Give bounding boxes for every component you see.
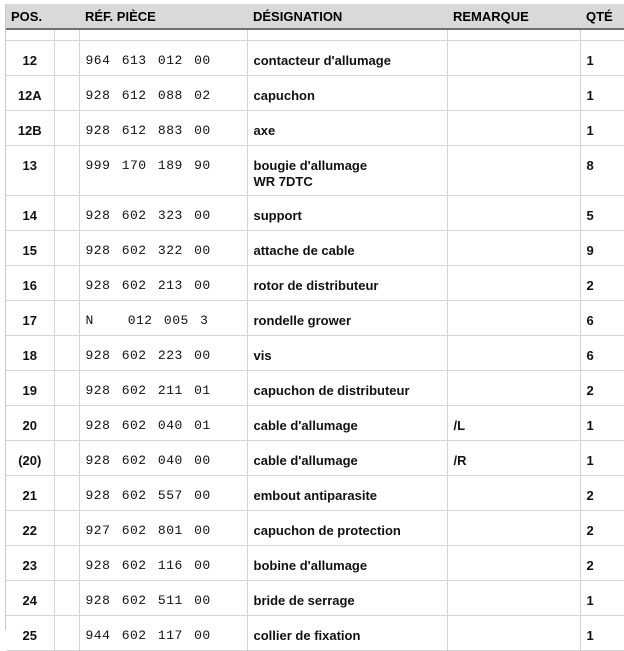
cell-remarque <box>447 371 580 406</box>
cell-gap <box>54 616 79 651</box>
cell-ref: 928 602 040 01 <box>79 406 247 441</box>
cell-remarque <box>447 616 580 651</box>
cell-gap <box>54 111 79 146</box>
cell-qty: 5 <box>580 196 624 231</box>
cell-designation: bougie d'allumage WR 7DTC <box>247 146 447 196</box>
cell-ref: 928 602 040 00 <box>79 441 247 476</box>
cell-remarque: /R <box>447 441 580 476</box>
header-remarque[interactable]: REMARQUE <box>447 4 580 29</box>
cell-remarque <box>447 111 580 146</box>
cell-remarque <box>447 231 580 266</box>
cell-pos: 19 <box>6 371 54 406</box>
cell-qty: 2 <box>580 266 624 301</box>
cell-qty: 2 <box>580 511 624 546</box>
cell-gap <box>54 336 79 371</box>
cell-qty: 9 <box>580 231 624 266</box>
cell-ref: 928 602 322 00 <box>79 231 247 266</box>
header-ref[interactable]: RÉF. PIÈCE <box>79 4 247 29</box>
cell-pos: 17 <box>6 301 54 336</box>
cell-ref: N 012 005 3 <box>79 301 247 336</box>
table-row[interactable] <box>6 266 624 301</box>
cell-pos: 12A <box>6 76 54 111</box>
cell-designation: cable d'allumage <box>247 441 447 476</box>
cell-ref: 964 613 012 00 <box>79 41 247 76</box>
cell-remarque <box>447 476 580 511</box>
cell-gap <box>54 476 79 511</box>
table-row[interactable] <box>6 111 624 146</box>
cell-gap <box>54 546 79 581</box>
cell-remarque: /L <box>447 406 580 441</box>
cell-qty: 1 <box>580 581 624 616</box>
cell-pos: 13 <box>6 146 54 196</box>
cell-qty: 1 <box>580 76 624 111</box>
cell-ref: 928 602 211 01 <box>79 371 247 406</box>
cell-remarque <box>447 336 580 371</box>
cell-pos: 20 <box>6 406 54 441</box>
cell-remarque <box>447 511 580 546</box>
cell-pos: (20) <box>6 441 54 476</box>
table-body <box>6 29 624 651</box>
spacer-row <box>6 29 624 41</box>
cell-ref: 999 170 189 90 <box>79 146 247 196</box>
cell-qty: 2 <box>580 371 624 406</box>
cell-remarque <box>447 146 580 196</box>
cell-ref: 928 602 557 00 <box>79 476 247 511</box>
cell-gap <box>54 196 79 231</box>
cell-designation: cable d'allumage <box>247 406 447 441</box>
cell-qty: 1 <box>580 616 624 651</box>
cell-ref: 928 602 116 00 <box>79 546 247 581</box>
cell-ref: 928 612 088 02 <box>79 76 247 111</box>
header-designation[interactable]: DÉSIGNATION <box>247 4 447 29</box>
header-qty[interactable]: QTÉ <box>580 4 624 29</box>
cell-remarque <box>447 266 580 301</box>
cell-ref: 927 602 801 00 <box>79 511 247 546</box>
cell-pos: 12B <box>6 111 54 146</box>
cell-gap <box>54 511 79 546</box>
cell-designation: rondelle grower <box>247 301 447 336</box>
table-row[interactable] <box>6 76 624 111</box>
table-row[interactable] <box>6 441 624 476</box>
cell-designation: embout antiparasite <box>247 476 447 511</box>
table-row[interactable] <box>6 146 624 196</box>
cell-remarque <box>447 196 580 231</box>
header-pos[interactable]: POS. <box>6 4 54 29</box>
cell-ref: 928 602 511 00 <box>79 581 247 616</box>
header-gap <box>54 4 79 29</box>
cell-pos: 25 <box>6 616 54 651</box>
cell-remarque <box>447 41 580 76</box>
cell-pos: 15 <box>6 231 54 266</box>
cell-qty: 1 <box>580 41 624 76</box>
cell-gap <box>54 76 79 111</box>
table-row[interactable] <box>6 406 624 441</box>
cell-pos: 21 <box>6 476 54 511</box>
cell-ref: 928 602 213 00 <box>79 266 247 301</box>
cell-remarque <box>447 546 580 581</box>
cell-pos: 22 <box>6 511 54 546</box>
cell-designation: rotor de distributeur <box>247 266 447 301</box>
table-row[interactable] <box>6 616 624 651</box>
cell-gap <box>54 231 79 266</box>
cell-designation: support <box>247 196 447 231</box>
cell-gap <box>54 441 79 476</box>
table-row[interactable] <box>6 301 624 336</box>
cell-qty: 8 <box>580 146 624 196</box>
cell-designation: capuchon de distributeur <box>247 371 447 406</box>
parts-table-frame <box>5 4 624 643</box>
cell-ref: 928 612 883 00 <box>79 111 247 146</box>
cell-ref: 928 602 223 00 <box>79 336 247 371</box>
cell-designation: axe <box>247 111 447 146</box>
cell-gap <box>54 581 79 616</box>
cell-designation: collier de fixation <box>247 616 447 651</box>
cell-qty: 6 <box>580 301 624 336</box>
table-row[interactable] <box>6 511 624 546</box>
table-header <box>6 4 624 29</box>
cell-gap <box>54 266 79 301</box>
cell-qty: 1 <box>580 441 624 476</box>
table-row[interactable] <box>6 476 624 511</box>
cell-designation: vis <box>247 336 447 371</box>
cell-gap <box>54 406 79 441</box>
cell-remarque <box>447 301 580 336</box>
cell-ref: 928 602 323 00 <box>79 196 247 231</box>
cell-designation: bobine d'allumage <box>247 546 447 581</box>
cell-qty: 2 <box>580 546 624 581</box>
cell-remarque <box>447 76 580 111</box>
cell-pos: 23 <box>6 546 54 581</box>
table-row[interactable] <box>6 231 624 266</box>
parts-table <box>6 4 624 651</box>
cell-qty: 1 <box>580 111 624 146</box>
cell-remarque <box>447 581 580 616</box>
cell-pos: 12 <box>6 41 54 76</box>
table-row[interactable] <box>6 41 624 76</box>
cell-designation: capuchon <box>247 76 447 111</box>
cell-pos: 24 <box>6 581 54 616</box>
cell-designation: contacteur d'allumage <box>247 41 447 76</box>
cell-qty: 1 <box>580 406 624 441</box>
table-row[interactable] <box>6 196 624 231</box>
cell-pos: 18 <box>6 336 54 371</box>
cell-gap <box>54 41 79 76</box>
cell-qty: 2 <box>580 476 624 511</box>
cell-gap <box>54 301 79 336</box>
cell-designation: bride de serrage <box>247 581 447 616</box>
table-row[interactable] <box>6 371 624 406</box>
table-row[interactable] <box>6 546 624 581</box>
cell-designation: capuchon de protection <box>247 511 447 546</box>
cell-designation: attache de cable <box>247 231 447 266</box>
cell-gap <box>54 146 79 196</box>
table-row[interactable] <box>6 581 624 616</box>
cell-qty: 6 <box>580 336 624 371</box>
cell-pos: 16 <box>6 266 54 301</box>
table-row[interactable] <box>6 336 624 371</box>
cell-ref: 944 602 117 00 <box>79 616 247 651</box>
cell-gap <box>54 371 79 406</box>
cell-pos: 14 <box>6 196 54 231</box>
